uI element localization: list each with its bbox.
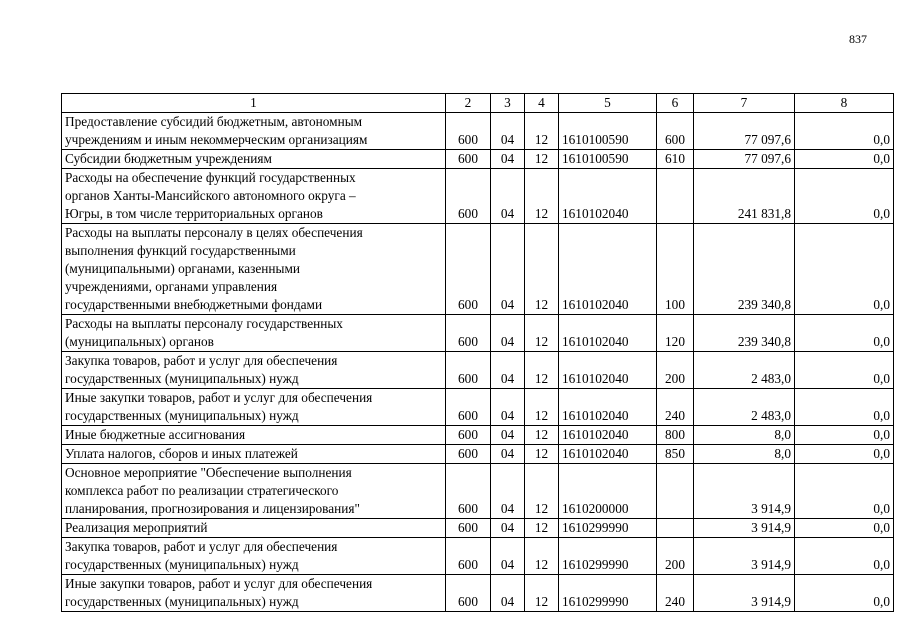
cell-c5: 1610102040 <box>559 224 657 315</box>
cell-c8: 0,0 <box>795 352 894 389</box>
row-name-line: комплекса работ по реализации стратегического <box>65 483 339 498</box>
row-name-line: планирования, прогнозирования и лицензирования" <box>65 501 360 516</box>
row-name-line: органов Ханты-Мансийского автономного округа – <box>65 188 356 203</box>
cell-c4: 12 <box>525 169 559 224</box>
cell-c6: 200 <box>657 538 694 575</box>
page-number: 837 <box>849 32 867 46</box>
row-name-line: учреждениям и иным некоммерческим организациям <box>65 132 368 147</box>
cell-c6: 240 <box>657 575 694 612</box>
budget-table <box>61 93 894 612</box>
cell-c6: 610 <box>657 150 694 169</box>
cell-c5: 1610102040 <box>559 426 657 445</box>
row-name-line: Основное мероприятие "Обеспечение выполнения <box>65 465 352 480</box>
cell-c7: 8,0 <box>694 445 795 464</box>
table-row <box>62 150 894 169</box>
row-name-cell <box>62 150 446 169</box>
cell-c3: 04 <box>491 352 525 389</box>
row-name-line: Иные бюджетные ассигнования <box>65 427 246 442</box>
row-name-cell <box>62 224 446 315</box>
cell-c4: 12 <box>525 464 559 519</box>
row-name-line: Расходы на выплаты персоналу государственных <box>65 316 343 331</box>
row-name-cell <box>62 445 446 464</box>
cell-c8: 0,0 <box>795 113 894 150</box>
table-row <box>62 224 894 315</box>
cell-c5: 1610200000 <box>559 464 657 519</box>
cell-c7: 241 831,8 <box>694 169 795 224</box>
row-name-line: государственных (муниципальных) нужд <box>65 557 299 572</box>
row-name-line: (муниципальных) органов <box>65 334 214 349</box>
cell-c6: 850 <box>657 445 694 464</box>
cell-c4: 12 <box>525 389 559 426</box>
row-name-line: государственных (муниципальных) нужд <box>65 371 299 386</box>
row-name-line: учреждениями, органами управления <box>65 279 278 294</box>
cell-c5: 1610102040 <box>559 169 657 224</box>
cell-c3: 04 <box>491 113 525 150</box>
row-name-line: Расходы на выплаты персоналу в целях обеспечения <box>65 225 363 240</box>
cell-c2: 600 <box>446 426 491 445</box>
cell-c7: 3 914,9 <box>694 464 795 519</box>
cell-c7: 239 340,8 <box>694 315 795 352</box>
cell-c4: 12 <box>525 426 559 445</box>
row-name-cell <box>62 389 446 426</box>
row-name-line: (муниципальными) органами, казенными <box>65 261 300 276</box>
column-header: 6 <box>657 94 694 113</box>
row-name-cell <box>62 538 446 575</box>
cell-c4: 12 <box>525 575 559 612</box>
row-name-line: Расходы на обеспечение функций государственных <box>65 170 356 185</box>
table-row <box>62 113 894 150</box>
cell-c7: 77 097,6 <box>694 150 795 169</box>
cell-c8: 0,0 <box>795 315 894 352</box>
cell-c6: 240 <box>657 389 694 426</box>
row-name-cell <box>62 575 446 612</box>
row-name-line: Иные закупки товаров, работ и услуг для обеспечения <box>65 576 373 591</box>
cell-c4: 12 <box>525 352 559 389</box>
cell-c6: 100 <box>657 224 694 315</box>
cell-c5: 1610100590 <box>559 150 657 169</box>
row-name-line: Уплата налогов, сборов и иных платежей <box>65 446 298 461</box>
cell-c6 <box>657 464 694 519</box>
cell-c6: 800 <box>657 426 694 445</box>
cell-c2: 600 <box>446 315 491 352</box>
cell-c6: 120 <box>657 315 694 352</box>
row-name-line: Иные закупки товаров, работ и услуг для обеспечения <box>65 390 373 405</box>
cell-c8: 0,0 <box>795 445 894 464</box>
cell-c4: 12 <box>525 538 559 575</box>
column-header: 1 <box>62 94 446 113</box>
cell-c6 <box>657 519 694 538</box>
row-name-line: Югры, в том числе территориальных органов <box>65 206 323 221</box>
column-header: 8 <box>795 94 894 113</box>
cell-c5: 1610299990 <box>559 575 657 612</box>
cell-c7: 3 914,9 <box>694 519 795 538</box>
table-row <box>62 445 894 464</box>
cell-c3: 04 <box>491 224 525 315</box>
cell-c8: 0,0 <box>795 389 894 426</box>
row-name-cell <box>62 352 446 389</box>
cell-c2: 600 <box>446 519 491 538</box>
cell-c7: 2 483,0 <box>694 389 795 426</box>
cell-c3: 04 <box>491 169 525 224</box>
cell-c2: 600 <box>446 575 491 612</box>
table-body <box>62 113 894 612</box>
row-name-line: государственными внебюджетными фондами <box>65 297 323 312</box>
cell-c3: 04 <box>491 315 525 352</box>
cell-c7: 3 914,9 <box>694 538 795 575</box>
cell-c7: 2 483,0 <box>694 352 795 389</box>
cell-c8: 0,0 <box>795 426 894 445</box>
cell-c2: 600 <box>446 113 491 150</box>
cell-c4: 12 <box>525 113 559 150</box>
row-name-cell <box>62 315 446 352</box>
cell-c2: 600 <box>446 445 491 464</box>
row-name-cell <box>62 169 446 224</box>
cell-c3: 04 <box>491 426 525 445</box>
cell-c3: 04 <box>491 538 525 575</box>
cell-c5: 1610102040 <box>559 389 657 426</box>
cell-c4: 12 <box>525 315 559 352</box>
cell-c3: 04 <box>491 464 525 519</box>
row-name-line: Закупка товаров, работ и услуг для обеспечения <box>65 353 338 368</box>
cell-c3: 04 <box>491 445 525 464</box>
cell-c7: 239 340,8 <box>694 224 795 315</box>
cell-c3: 04 <box>491 519 525 538</box>
header-row <box>62 94 894 113</box>
cell-c8: 0,0 <box>795 538 894 575</box>
cell-c5: 1610299990 <box>559 538 657 575</box>
cell-c5: 1610100590 <box>559 113 657 150</box>
cell-c8: 0,0 <box>795 150 894 169</box>
cell-c2: 600 <box>446 150 491 169</box>
cell-c5: 1610102040 <box>559 352 657 389</box>
cell-c5: 1610102040 <box>559 445 657 464</box>
cell-c8: 0,0 <box>795 464 894 519</box>
cell-c3: 04 <box>491 575 525 612</box>
table-row <box>62 169 894 224</box>
cell-c2: 600 <box>446 464 491 519</box>
table-row <box>62 538 894 575</box>
cell-c7: 8,0 <box>694 426 795 445</box>
cell-c8: 0,0 <box>795 575 894 612</box>
cell-c3: 04 <box>491 389 525 426</box>
row-name-cell <box>62 113 446 150</box>
cell-c7: 3 914,9 <box>694 575 795 612</box>
column-header: 4 <box>525 94 559 113</box>
row-name-line: государственных (муниципальных) нужд <box>65 594 299 609</box>
cell-c6: 600 <box>657 113 694 150</box>
cell-c8: 0,0 <box>795 519 894 538</box>
row-name-line: выполнения функций государственными <box>65 243 296 258</box>
table-row <box>62 426 894 445</box>
table-row <box>62 352 894 389</box>
cell-c2: 600 <box>446 389 491 426</box>
table-row <box>62 575 894 612</box>
row-name-line: Субсидии бюджетным учреждениям <box>65 151 272 166</box>
row-name-line: Предоставление субсидий бюджетным, автономным <box>65 114 363 129</box>
cell-c4: 12 <box>525 519 559 538</box>
cell-c5: 1610102040 <box>559 315 657 352</box>
cell-c2: 600 <box>446 538 491 575</box>
cell-c2: 600 <box>446 224 491 315</box>
table-row <box>62 519 894 538</box>
column-header: 5 <box>559 94 657 113</box>
cell-c7: 77 097,6 <box>694 113 795 150</box>
table-row <box>62 389 894 426</box>
cell-c4: 12 <box>525 224 559 315</box>
row-name-cell <box>62 519 446 538</box>
cell-c3: 04 <box>491 150 525 169</box>
row-name-line: Реализация мероприятий <box>65 520 208 535</box>
cell-c6 <box>657 169 694 224</box>
row-name-line: Закупка товаров, работ и услуг для обеспечения <box>65 539 338 554</box>
cell-c8: 0,0 <box>795 169 894 224</box>
cell-c2: 600 <box>446 169 491 224</box>
cell-c4: 12 <box>525 150 559 169</box>
cell-c6: 200 <box>657 352 694 389</box>
row-name-line: государственных (муниципальных) нужд <box>65 408 299 423</box>
cell-c5: 1610299990 <box>559 519 657 538</box>
cell-c2: 600 <box>446 352 491 389</box>
table-row <box>62 464 894 519</box>
row-name-cell <box>62 464 446 519</box>
column-header: 2 <box>446 94 491 113</box>
row-name-cell <box>62 426 446 445</box>
table-row <box>62 315 894 352</box>
column-header: 7 <box>694 94 795 113</box>
cell-c4: 12 <box>525 445 559 464</box>
column-header: 3 <box>491 94 525 113</box>
cell-c8: 0,0 <box>795 224 894 315</box>
